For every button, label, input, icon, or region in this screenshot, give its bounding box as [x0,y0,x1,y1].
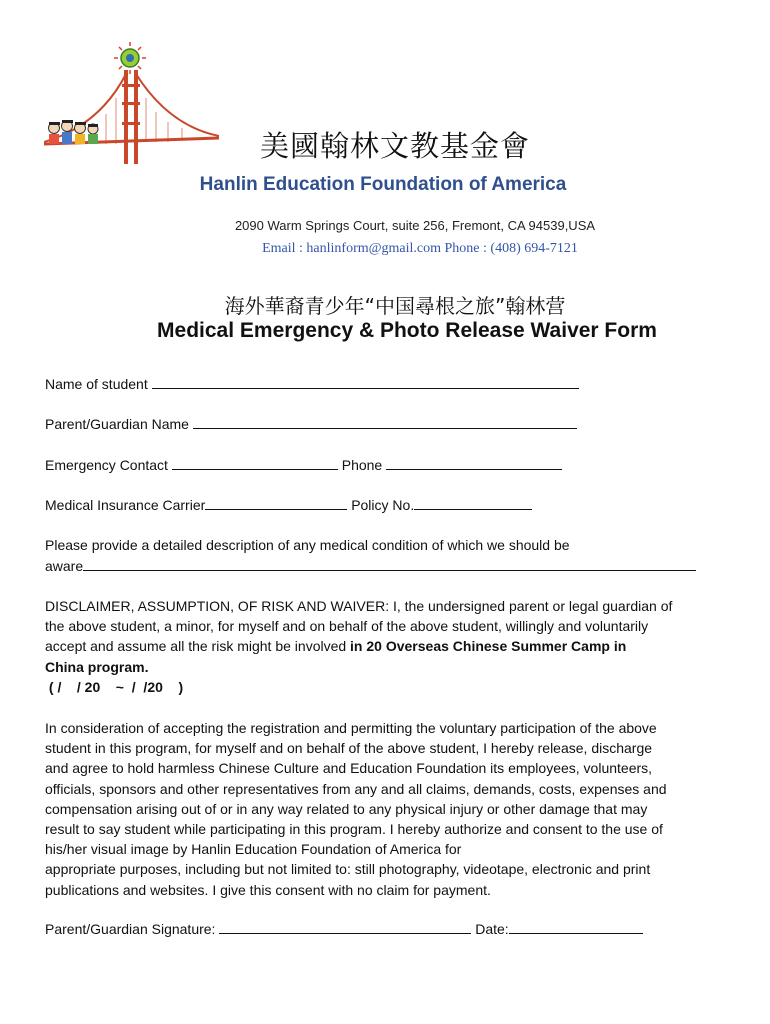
disclaimer-line: accept and assume all the risk might be involved in 20 Overseas Chinese Summer Camp in [45,638,627,655]
signature-label: Parent/Guardian Signature: [45,921,216,937]
foundation-name-chinese: 美國翰林文教基金會 [259,129,530,163]
form-title-chinese: 海外華裔青少年“中国尋根之旅”翰林营 [224,294,566,318]
phone-number: (408) 694-7121 [490,241,578,256]
disclaimer-line: China program. [45,658,149,675]
consent-line: and agree to hold harmless Chinese Culture and Education Foundation its employees, volunteers, [45,760,653,777]
student-name-label: Name of student [45,376,148,392]
contact-line [0,241,770,257]
consent-line: appropriate purposes, including but not limited to: still photography, videotape, electronic and print [45,861,651,878]
medical-condition-field[interactable] [83,557,696,571]
emergency-contact-label: Emergency Contact [45,457,168,473]
email-link[interactable]: hanlinform@gmail.com [306,241,442,256]
phone-field[interactable] [386,456,562,470]
date-field[interactable] [509,920,643,934]
consent-line: In consideration of accepting the registration and permitting the voluntary participation of the above [45,720,657,736]
consent-line: result to say student while participating in this program. I hereby authorize and consent to the use of [45,821,663,838]
date-label: Date: [475,921,509,937]
disclaimer-line: DISCLAIMER, ASSUMPTION, OF RISK AND WAIVER: I, the undersigned parent or legal guardian of [45,598,673,614]
insurance-label: Medical Insurance Carrier [45,497,206,513]
camp-name: in 20 Overseas Chinese Summer Camp in [350,638,627,655]
medical-prompt-line1: Please provide a detailed description of any medical condition of which we should be [45,537,570,553]
signature-row [45,920,643,937]
consent-line: officials, sponsors and other representatives from any and all claims, demands, costs, expenses and [45,780,667,797]
consent-paragraph [45,718,735,900]
signature-field[interactable] [219,920,471,934]
disclaimer-line: the above student, a minor, for myself and on behalf of the above student, willingly and voluntarily [45,618,649,635]
consent-line: student in this program, for myself and on behalf of the above student, I hereby release, discharge [45,740,653,757]
phone-field-label: Phone [341,457,383,473]
parent-name-label: Parent/Guardian Name [45,416,189,432]
emergency-contact-field[interactable] [172,456,338,470]
email-label: Email : [262,241,307,256]
policy-label: Policy No. [351,497,415,513]
policy-field[interactable] [414,496,532,510]
student-name-field[interactable] [152,375,579,389]
camp-dates: ( / / 20 ~ / /20 ) [45,678,184,695]
insurance-row [45,496,532,513]
insurance-field[interactable] [205,496,347,510]
foundation-address: 2090 Warm Springs Court, suite 256, Fremont, CA 94539,USA [234,218,596,233]
parent-name-row [45,415,577,432]
disclaimer-paragraph [45,596,735,697]
medical-prompt-line2: aware [45,558,84,574]
consent-line: his/her visual image by Hanlin Education Foundation of America for [45,841,462,858]
parent-name-field[interactable] [193,415,577,429]
phone-label: Phone : [441,241,491,256]
medical-prompt-row [45,557,696,574]
student-name-row [45,375,579,392]
emergency-contact-row [45,456,562,473]
foundation-name-english: Hanlin Education Foundation of America [199,174,567,195]
form-title-english: Medical Emergency & Photo Release Waiver Form [157,319,657,342]
consent-line: publications and websites. I give this consent with no claim for payment. [45,881,491,898]
consent-line: compensation arising out of or in any way related to any physical injury or other damage that may [45,800,648,817]
sun-icon [114,42,146,74]
